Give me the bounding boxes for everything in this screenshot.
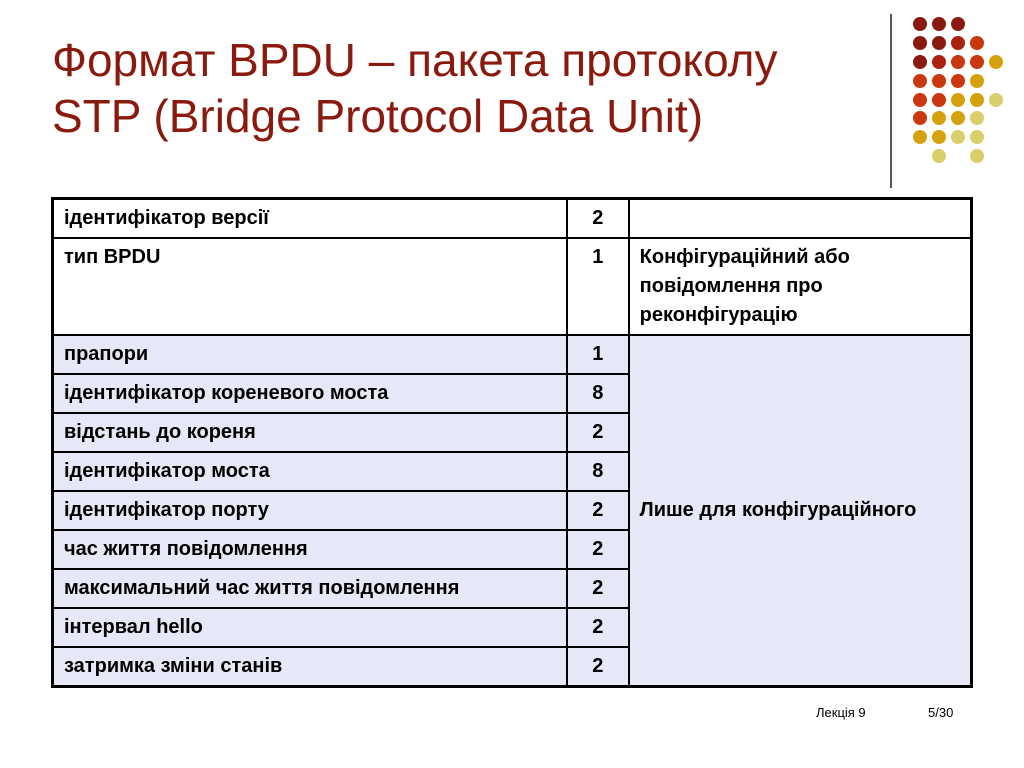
field-name-cell: тип BPDU [53, 238, 568, 335]
dot [970, 74, 984, 88]
field-size-cell: 2 [567, 491, 629, 530]
footer-lecture-label: Лекція 9 [816, 705, 866, 720]
dot [951, 36, 965, 50]
decorative-dot-grid [0, 0, 1024, 200]
table-row [53, 238, 972, 335]
footer-page-number: 5/30 [928, 705, 954, 720]
table-row [53, 335, 972, 374]
dot [970, 55, 984, 69]
dot [951, 74, 965, 88]
dot [913, 55, 927, 69]
title-line-1: Формат BPDU – пакета протоколу [52, 34, 778, 86]
dot [970, 111, 984, 125]
dot [932, 17, 946, 31]
field-note-cell [629, 199, 972, 239]
dot [932, 55, 946, 69]
field-name-cell: час життя повідомлення [53, 530, 568, 569]
dot [913, 36, 927, 50]
config-only-note-cell: Лише для конфігураційного [629, 335, 972, 687]
field-note-cell: Конфігураційний або повідомлення про реконфігурацію [629, 238, 972, 335]
field-name-cell: інтервал hello [53, 608, 568, 647]
dot [989, 93, 1003, 107]
field-name-cell: відстань до кореня [53, 413, 568, 452]
field-name-cell: прапори [53, 335, 568, 374]
dot [932, 149, 946, 163]
dot [951, 93, 965, 107]
dot [932, 93, 946, 107]
dot [970, 93, 984, 107]
dot [951, 17, 965, 31]
dot [913, 111, 927, 125]
dot [970, 149, 984, 163]
field-name-cell: максимальний час життя повідомлення [53, 569, 568, 608]
table-row [53, 199, 972, 239]
field-size-cell: 2 [567, 647, 629, 687]
dot [932, 36, 946, 50]
field-name-cell: ідентифікатор кореневого моста [53, 374, 568, 413]
field-size-cell: 2 [567, 569, 629, 608]
field-size-cell: 8 [567, 452, 629, 491]
field-size-cell: 2 [567, 608, 629, 647]
field-size-cell: 8 [567, 374, 629, 413]
field-name-cell: ідентифікатор порту [53, 491, 568, 530]
field-name-cell: ідентифікатор моста [53, 452, 568, 491]
dot [951, 55, 965, 69]
field-size-cell: 2 [567, 199, 629, 239]
dot [951, 111, 965, 125]
title-line-2: STP (Bridge Protocol Data Unit) [52, 90, 704, 142]
field-size-cell: 1 [567, 238, 629, 335]
field-size-cell: 1 [567, 335, 629, 374]
bpdu-format-table [51, 197, 973, 688]
field-size-cell: 2 [567, 413, 629, 452]
dot [970, 36, 984, 50]
dot [970, 130, 984, 144]
dot [913, 17, 927, 31]
dot [913, 93, 927, 107]
field-size-cell: 2 [567, 530, 629, 569]
field-name-cell: ідентифікатор версії [53, 199, 568, 239]
dot [989, 55, 1003, 69]
dot [951, 130, 965, 144]
field-name-cell: затримка зміни станів [53, 647, 568, 687]
dot [913, 74, 927, 88]
dot [913, 130, 927, 144]
dot [932, 130, 946, 144]
dot [932, 74, 946, 88]
dot [932, 111, 946, 125]
